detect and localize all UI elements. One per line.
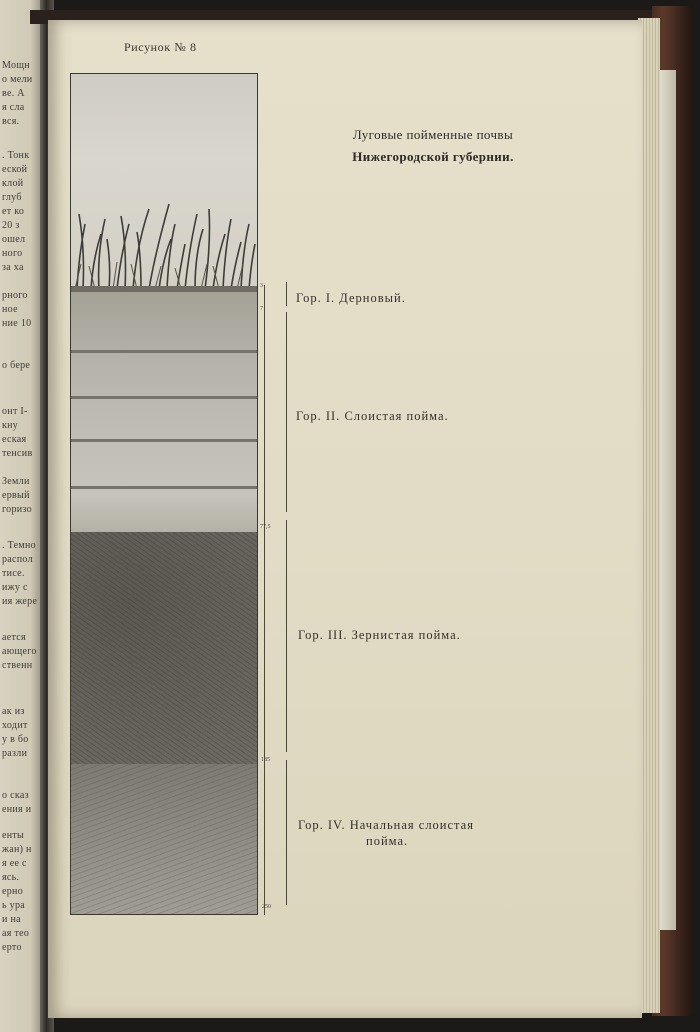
figure-title: [298, 124, 568, 168]
granular-horizon: [71, 532, 257, 764]
depth-mark: 3: [260, 283, 263, 289]
depth-mark: 7: [260, 306, 263, 312]
loose-page-edge: [660, 70, 676, 930]
horizon-brace: [286, 282, 287, 306]
horizon-label: Гор. II. Слоистая пойма.: [296, 409, 449, 423]
initial-layered-horizon: [71, 764, 257, 914]
layer-stripe: [71, 350, 257, 353]
horizon-label: Гор. I. Дерновый.: [296, 291, 406, 305]
ruler-line: [264, 285, 265, 915]
layer-stripe: [71, 396, 257, 399]
title-line-1: Луговые пойменные почвы: [352, 127, 514, 142]
sandy-layer: [71, 494, 257, 534]
depth-mark: 185: [261, 757, 270, 763]
layer-stripe: [71, 486, 257, 489]
title-line-2: Нижегородской губернии.: [352, 149, 514, 164]
horizon-brace: [286, 760, 287, 905]
layer-stripe: [71, 439, 257, 442]
horizon-brace: [286, 312, 287, 512]
facing-page-edge: Мощн о мели ве. А я сла вся. . Тонк еской клой глуб ет ко 20 з ошел ного за ха рного ное ние 10 о бере онт I- кну еская тенсив Земли ервый горизо . Темно распол тисе. ижу с ия жере ается ающего ственн ак из ходит у в бо разли о сказ ения и енты жан) н я ее с ясь. ерно ь ура и на ая тео ерто: [0, 0, 44, 1032]
horizon-brace: [286, 520, 287, 752]
horizon-label: Гор. IV. Начальная слоистая: [298, 818, 474, 832]
soil-profile-illustration: [70, 73, 258, 915]
horizon-label: Гор. III. Зернистая пойма.: [298, 628, 461, 642]
depth-mark: 77,5: [260, 524, 271, 530]
depth-ruler: [258, 285, 278, 915]
figure-label: Рисунок № 8: [124, 40, 197, 54]
depth-mark: 250: [262, 904, 271, 910]
horizon-label-cont: пойма.: [366, 834, 409, 848]
book-page: [48, 20, 642, 1018]
